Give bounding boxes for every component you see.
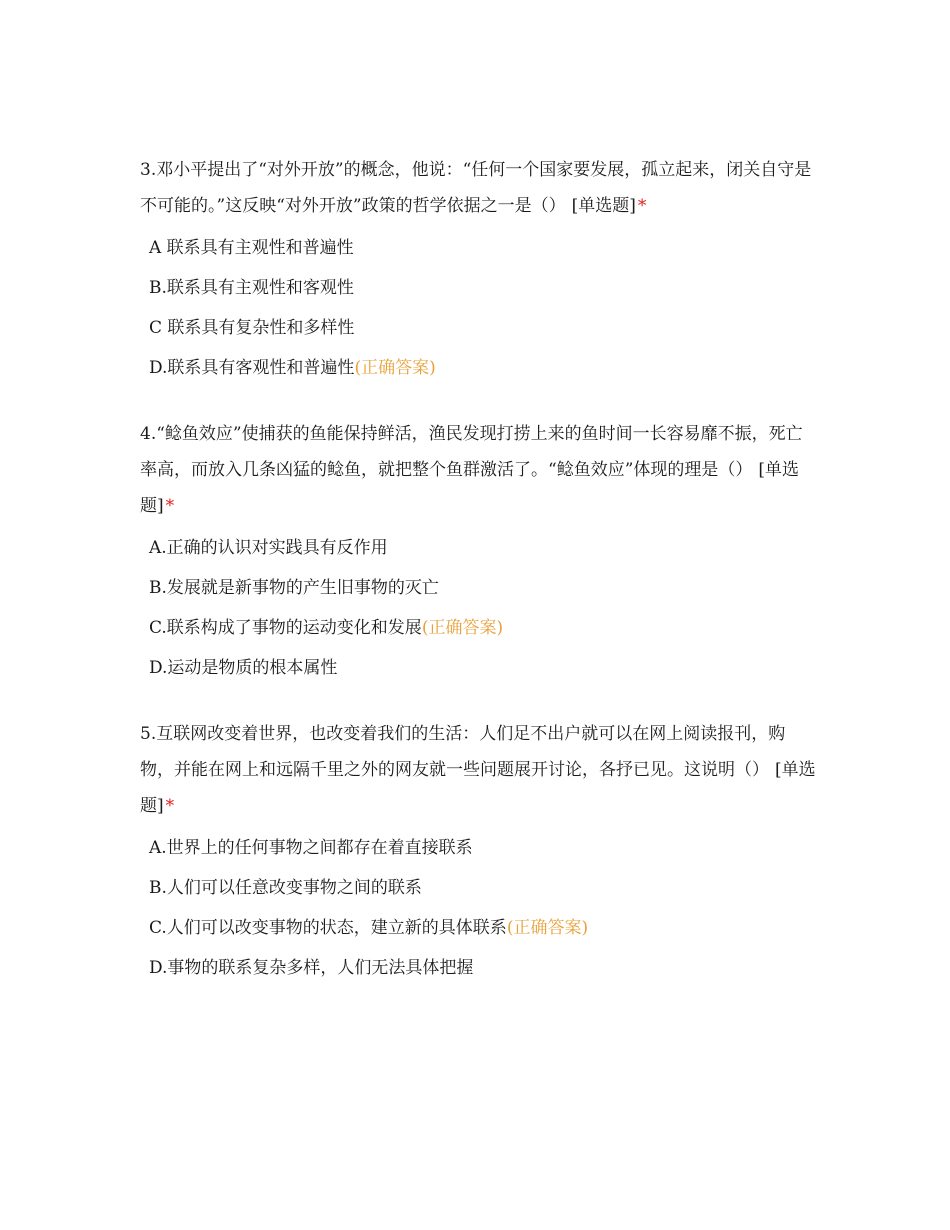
question-3: [140, 152, 816, 388]
option-text: C.联系构成了事物的运动变化和发展: [149, 618, 422, 638]
correct-answer-tag: (正确答案): [421, 618, 504, 638]
question-text: 4.“鲶鱼效应”使捕获的鱼能保持鲜活，渔民发现打捞上来的鱼时间一长容易靡不振，死亡率高，而放入几条凶猛的鲶鱼，就把整个鱼群激活了。“鲶鱼效应”体现的理是（）: [140, 424, 803, 480]
option-a[interactable]: [149, 228, 816, 268]
question-stem: [140, 416, 816, 524]
question-stem: [140, 716, 816, 824]
option-text: B.联系具有主观性和客观性: [149, 278, 354, 298]
option-text: B.发展就是新事物的产生旧事物的灭亡: [149, 578, 439, 598]
option-text: B.人们可以任意改变事物之间的联系: [149, 878, 422, 898]
option-d[interactable]: [149, 948, 816, 988]
option-text: C 联系具有复杂性和多样性: [149, 318, 355, 338]
option-text: A.正确的认识对实践具有反作用: [149, 538, 388, 558]
option-c[interactable]: [149, 608, 816, 648]
question-type-label: [单选题]: [140, 460, 800, 516]
question-4: [140, 416, 816, 688]
question-type-label: [单选题]: [571, 196, 636, 216]
option-c[interactable]: [149, 308, 816, 348]
option-a[interactable]: [149, 528, 816, 568]
option-list: [140, 828, 816, 988]
option-text: A.世界上的任何事物之间都存在着直接联系: [149, 838, 473, 858]
question-text: 3.邓小平提出了“对外开放”的概念，他说：“任何一个国家要发展，孤立起来，闭关自守是不可能的。”这反映“对外开放”政策的哲学依据之一是（）: [140, 160, 812, 216]
option-list: [140, 528, 816, 688]
option-a[interactable]: [149, 828, 816, 868]
correct-answer-tag: (正确答案): [506, 918, 589, 938]
question-5: [140, 716, 816, 988]
option-text: C.人们可以改变事物的状态，建立新的具体联系: [149, 918, 507, 938]
option-b[interactable]: [149, 268, 816, 308]
option-list: [140, 228, 816, 388]
option-text: A 联系具有主观性和普遍性: [149, 238, 354, 258]
question-stem: [140, 152, 816, 224]
required-mark: *: [637, 196, 647, 216]
question-type-label: [单选题]: [140, 760, 816, 816]
option-text: D.运动是物质的根本属性: [149, 658, 338, 678]
option-text: D.联系具有客观性和普遍性: [149, 358, 355, 378]
required-mark: *: [165, 496, 175, 516]
option-b[interactable]: [149, 868, 816, 908]
correct-answer-tag: (正确答案): [354, 358, 436, 378]
option-d[interactable]: [149, 348, 816, 388]
quiz-page: [140, 152, 816, 1016]
option-b[interactable]: [149, 568, 816, 608]
option-c[interactable]: [149, 908, 816, 948]
question-text: 5.互联网改变着世界，也改变着我们的生活：人们足不出户就可以在网上阅读报刊，购物，并能在网上和远隔千里之外的网友就一些问题展开讨论，各抒已见。这说明（）: [140, 724, 786, 780]
option-text: D.事物的联系复杂多样，人们无法具体把握: [149, 958, 474, 978]
required-mark: *: [165, 796, 175, 816]
option-d[interactable]: [149, 648, 816, 688]
